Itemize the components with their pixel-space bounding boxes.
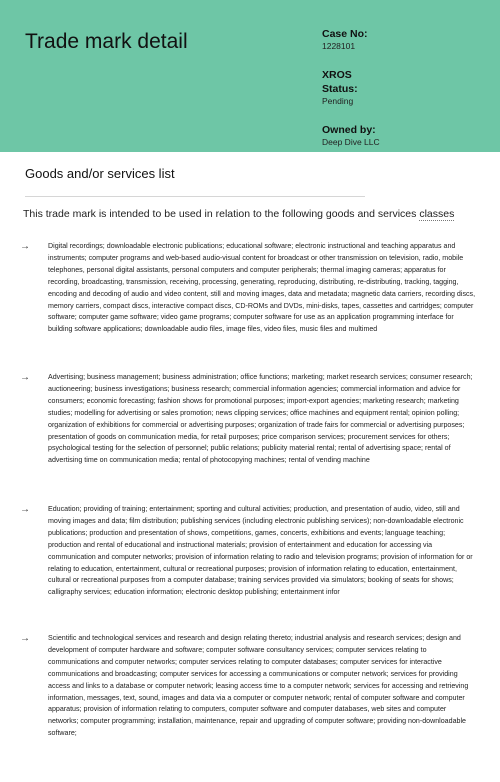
arrow-icon: →	[20, 633, 30, 644]
goods-services-text: Education; providing of training; entertainment; sporting and cultural activities; production, and presentation of audio, video, still and moving images and data; film distribution; publishing services (including electronic publishing services); non-downloadable electronic publications; production and presentation of shows, competitions, games, concerts, exhibitions and events; language teaching; production and rental of educational and instructional materials; provision of entertainment and education for accessing via communication and computer networks; provision of information relating to radio and television programs; provision of information for or relating to education, entertainment, cultural or recreational purposes; provision of information relating to education, entertainment, cultural or recreational purposes from a computer database; training services provided via simulators; booking of seats for shows; calligraphy services; education information; electronic desktop publishing; entertainment infor	[48, 505, 473, 597]
goods-services-text: Advertising; business management; business administration; office functions; marketing; market research services; consumer research; auctioneering; business investigations; business research; commercial information agencies; commercial information and advice for consumers; economic forecasting; fashion shows for promotional purposes; import-export agencies; marketing research; marketing studies; modelling for advertising or sales promotion; news clipping services; office machines and equipment rental; opinion polling; organization of exhibitions for commercial or advertising purposes; organization of trade fairs for commercial or advertising purposes; presentation of goods on communication media, for retail purposes; price comparison services; procurement services for others; psychological testing for the selection of personnel; public relations; publicity material rental; rental of advertising space; rental of advertising time on communication media; rental of photocopying machines; rental of vending machine	[48, 373, 473, 465]
case-no-label: Case No:	[322, 28, 368, 40]
status-value: Pending	[322, 96, 354, 106]
intro-sentence: This trade mark is intended to be used in relation to the following goods and services	[23, 208, 417, 220]
arrow-icon: →	[20, 504, 30, 515]
case-no-value: 1228101	[322, 41, 356, 51]
owned-by-label: Owned by:	[322, 124, 376, 136]
divider	[25, 196, 365, 197]
page-title: Trade mark detail	[25, 30, 188, 53]
arrow-icon: →	[20, 241, 30, 252]
header-banner	[0, 0, 500, 152]
intro-text	[23, 208, 454, 220]
arrow-icon: →	[20, 372, 30, 383]
goods-services-text: Digital recordings; downloadable electronic publications; educational software; electronic instructional and teaching apparatus and instruments; computer programs and web-based audio-visual content for broadcast or other transmission on television, radio, mobile telephones, personal digital assistants, personal computers and computer peripherals; thermal imaging cameras; apparatus for recording, broadcasting, transmission, receiving, processing, generating, reproducing, distributing, re-distributing, tracking, tagging, encoding and decoding of audio and video content, still and moving images, data and metadata; magnetic data carriers, recording discs, memory carriers, compact discs, interactive compact discs, CD-ROMs and DVDs, mini-disks, tapes, cassettes and cartridges; computer software; computer game software; video game programs; computer software for use as an application programming interface for building software applications; downloadable audio files, image files, video files, music files and multimed	[48, 242, 476, 334]
owned-by-value: Deep Dive LLC	[322, 137, 380, 147]
goods-services-text: Scientific and technological services and research and design relating thereto; industrial analysis and research services; design and development of computer hardware and software; computer software consultancy services; computer services relating to communications and computer networks; computer services relating to computer databases; computer services for interactive communications and broadcasting; computer services for accessing a communications or computer network; services for providing access and links to a database or computer network; leasing access time to a computer network; services for accessing and retrieving information, messages, text, sound, images and data via a computer or computer network; rental of computer software and computer apparatus; provision of information relating to computers, computer software and computer databases, web sites and computer networks; computer programming; installation, maintenance, repair and upgrading of computer software; providing non-downloadable software;	[48, 634, 469, 738]
status-label: Status:	[322, 83, 358, 95]
case-meta	[322, 28, 497, 148]
section-title: Goods and/or services list	[25, 166, 175, 181]
classes-link[interactable]: classes	[419, 208, 455, 220]
mark-name: XROS	[322, 69, 352, 81]
